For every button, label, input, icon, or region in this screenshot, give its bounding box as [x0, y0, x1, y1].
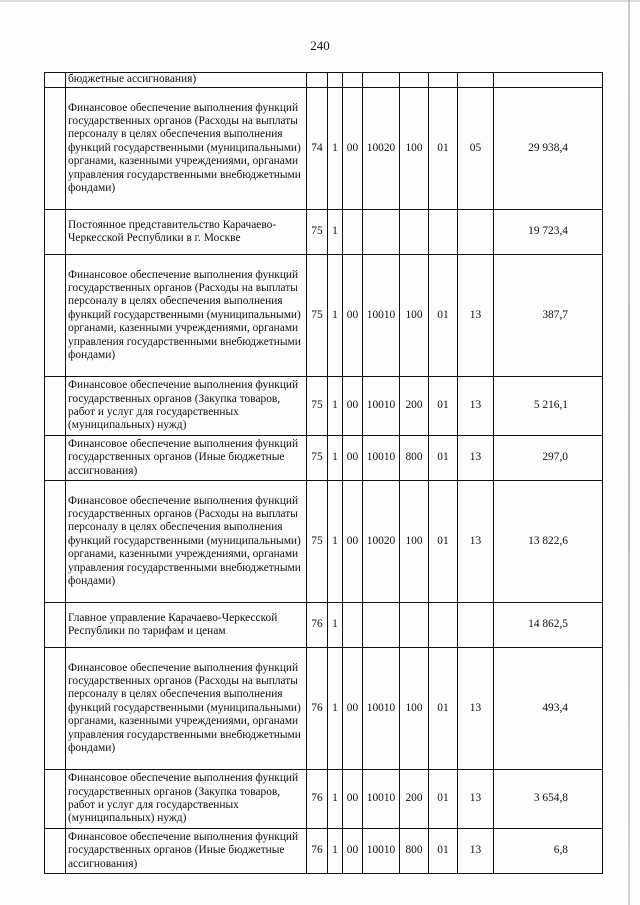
- ministry-code: 74: [307, 88, 328, 210]
- direction-code: [363, 603, 400, 648]
- program-code: 00: [343, 481, 363, 603]
- program-code: [343, 73, 363, 88]
- table-row: [45, 770, 603, 829]
- subdivision-code: 13: [458, 829, 494, 874]
- subdivision-code: [458, 603, 494, 648]
- table-row: [45, 88, 603, 210]
- direction-code: 10010: [363, 436, 400, 481]
- table-row: [45, 481, 603, 603]
- section-code: 1: [328, 603, 343, 648]
- division-code: [429, 603, 458, 648]
- direction-code: 10010: [363, 255, 400, 377]
- expense-type-code: 800: [400, 436, 429, 481]
- amount: 5 216,1: [494, 377, 603, 436]
- direction-code: [363, 210, 400, 255]
- direction-code: [363, 73, 400, 88]
- program-code: 00: [343, 255, 363, 377]
- amount: 6,8: [494, 829, 603, 874]
- subdivision-code: [458, 73, 494, 88]
- amount: 3 654,8: [494, 770, 603, 829]
- item-name: Финансовое обеспечение выполнения функций государственных органов (Расходы на выплаты персоналу в целях обеспечения выполнения функций государственными (муниципальными) органами, казенными учреждениями, органами управления государственными внебюджетными фондами): [66, 648, 307, 770]
- item-name: Финансовое обеспечение выполнения функций государственных органов (Расходы на выплаты персоналу в целях обеспечения выполнения функций государственными (муниципальными) органами, казенными учреждениями, органами управления государственными внебюджетными фондами): [66, 88, 307, 210]
- program-code: 00: [343, 436, 363, 481]
- table-row: [45, 73, 603, 88]
- amount: 297,0: [494, 436, 603, 481]
- subdivision-code: 13: [458, 770, 494, 829]
- ministry-code: [307, 73, 328, 88]
- direction-code: 10010: [363, 377, 400, 436]
- table-row: [45, 603, 603, 648]
- ministry-code: 75: [307, 481, 328, 603]
- direction-code: 10010: [363, 829, 400, 874]
- subdivision-code: [458, 210, 494, 255]
- ministry-code: 76: [307, 770, 328, 829]
- subdivision-code: 13: [458, 481, 494, 603]
- section-code: 1: [328, 829, 343, 874]
- division-code: 01: [429, 648, 458, 770]
- margin-cell: [45, 210, 66, 255]
- table-row: [45, 648, 603, 770]
- budget-table-body: [45, 73, 603, 874]
- item-name: Финансовое обеспечение выполнения функций государственных органов (Закупка товаров, работ и услуг для государственных (муниципальных) нужд): [66, 377, 307, 436]
- table-row: [45, 377, 603, 436]
- section-code: 1: [328, 88, 343, 210]
- margin-cell: [45, 436, 66, 481]
- margin-cell: [45, 770, 66, 829]
- direction-code: 10010: [363, 648, 400, 770]
- amount: 387,7: [494, 255, 603, 377]
- table-row: [45, 210, 603, 255]
- expense-type-code: 100: [400, 648, 429, 770]
- expense-type-code: [400, 73, 429, 88]
- ministry-code: 75: [307, 377, 328, 436]
- division-code: 01: [429, 377, 458, 436]
- margin-cell: [45, 481, 66, 603]
- section-code: 1: [328, 377, 343, 436]
- expense-type-code: [400, 603, 429, 648]
- ministry-code: 75: [307, 436, 328, 481]
- division-code: [429, 73, 458, 88]
- division-code: 01: [429, 481, 458, 603]
- table-row: [45, 436, 603, 481]
- amount: 19 723,4: [494, 210, 603, 255]
- division-code: 01: [429, 88, 458, 210]
- program-code: 00: [343, 770, 363, 829]
- subdivision-code: 13: [458, 255, 494, 377]
- section-code: 1: [328, 481, 343, 603]
- item-name: Главное управление Карачаево-Черкесской Республики по тарифам и ценам: [66, 603, 307, 648]
- expense-type-code: 200: [400, 377, 429, 436]
- subdivision-code: 13: [458, 436, 494, 481]
- page-number: 240: [310, 38, 330, 53]
- direction-code: 10020: [363, 88, 400, 210]
- ministry-code: 76: [307, 829, 328, 874]
- scan-top-edge: [0, 0, 640, 2]
- expense-type-code: 200: [400, 770, 429, 829]
- division-code: 01: [429, 436, 458, 481]
- expense-type-code: 800: [400, 829, 429, 874]
- expense-type-code: 100: [400, 255, 429, 377]
- ministry-code: 75: [307, 210, 328, 255]
- item-name: бюджетные ассигнования): [66, 73, 307, 88]
- section-code: 1: [328, 648, 343, 770]
- program-code: 00: [343, 829, 363, 874]
- amount: [494, 73, 603, 88]
- item-name: Финансовое обеспечение выполнения функций государственных органов (Расходы на выплаты персоналу в целях обеспечения выполнения функций государственными (муниципальными) органами, казенными учреждениями, органами управления государственными внебюджетными фондами): [66, 255, 307, 377]
- margin-cell: [45, 648, 66, 770]
- amount: 14 862,5: [494, 603, 603, 648]
- amount: 493,4: [494, 648, 603, 770]
- table-row: [45, 255, 603, 377]
- scan-right-edge: [628, 0, 630, 905]
- direction-code: 10010: [363, 770, 400, 829]
- division-code: 01: [429, 770, 458, 829]
- program-code: [343, 210, 363, 255]
- item-name: Финансовое обеспечение выполнения функций государственных органов (Закупка товаров, работ и услуг для государственных (муниципальных) нужд): [66, 770, 307, 829]
- margin-cell: [45, 88, 66, 210]
- subdivision-code: 13: [458, 648, 494, 770]
- program-code: [343, 603, 363, 648]
- section-code: 1: [328, 770, 343, 829]
- expense-type-code: [400, 210, 429, 255]
- subdivision-code: 05: [458, 88, 494, 210]
- division-code: [429, 210, 458, 255]
- program-code: 00: [343, 377, 363, 436]
- item-name: Финансовое обеспечение выполнения функций государственных органов (Иные бюджетные ассигнования): [66, 436, 307, 481]
- budget-table: [44, 72, 603, 874]
- section-code: 1: [328, 210, 343, 255]
- margin-cell: [45, 255, 66, 377]
- expense-type-code: 100: [400, 481, 429, 603]
- program-code: 00: [343, 648, 363, 770]
- margin-cell: [45, 829, 66, 874]
- item-name: Финансовое обеспечение выполнения функций государственных органов (Иные бюджетные ассигнования): [66, 829, 307, 874]
- ministry-code: 75: [307, 255, 328, 377]
- ministry-code: 76: [307, 603, 328, 648]
- expense-type-code: 100: [400, 88, 429, 210]
- margin-cell: [45, 73, 66, 88]
- amount: 29 938,4: [494, 88, 603, 210]
- ministry-code: 76: [307, 648, 328, 770]
- program-code: 00: [343, 88, 363, 210]
- subdivision-code: 13: [458, 377, 494, 436]
- section-code: [328, 73, 343, 88]
- section-code: 1: [328, 255, 343, 377]
- margin-cell: [45, 603, 66, 648]
- table-row: [45, 829, 603, 874]
- section-code: 1: [328, 436, 343, 481]
- direction-code: 10020: [363, 481, 400, 603]
- item-name: Постоянное представительство Карачаево-Черкесской Республики в г. Москве: [66, 210, 307, 255]
- amount: 13 822,6: [494, 481, 603, 603]
- margin-cell: [45, 377, 66, 436]
- division-code: 01: [429, 829, 458, 874]
- division-code: 01: [429, 255, 458, 377]
- item-name: Финансовое обеспечение выполнения функций государственных органов (Расходы на выплаты персоналу в целях обеспечения выполнения функций государственными (муниципальными) органами, казенными учреждениями, органами управления государственными внебюджетными фондами): [66, 481, 307, 603]
